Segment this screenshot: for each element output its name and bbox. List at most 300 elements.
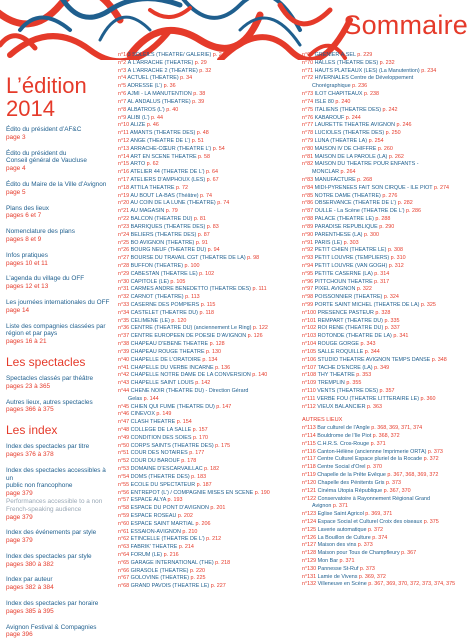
toc-entry[interactable]: [302, 365, 472, 373]
toc-entry[interactable]: [302, 232, 472, 240]
toc-column-theatres-1: [118, 52, 288, 591]
toc-entry[interactable]: [302, 255, 472, 263]
entry-venue: PETIT CHIEN (THÉÂTRE LE): [314, 247, 387, 254]
entry-page: p. 149: [154, 411, 172, 418]
toc-entry[interactable]: [118, 146, 288, 154]
toc-entry[interactable]: [118, 263, 288, 271]
toc-entry[interactable]: [302, 542, 472, 550]
entry-number: n°65: [118, 559, 131, 566]
entry-number: n°85: [302, 192, 315, 199]
toc-entry[interactable]: [302, 224, 472, 232]
toc-entry[interactable]: [118, 107, 288, 115]
entry-page: p. 74: [198, 192, 213, 199]
toc-entry[interactable]: [118, 544, 288, 552]
entry-number: n°91: [302, 239, 315, 246]
toc-entry[interactable]: [302, 52, 472, 60]
entry-venue: ÎLOT CHAPITEAUX: [314, 91, 363, 98]
toc-entry[interactable]: [302, 216, 472, 224]
entry-venue: Église Saint Agricol: [317, 511, 364, 518]
toc-entry[interactable]: [118, 60, 288, 68]
entry-page: p. 286: [404, 208, 422, 215]
entry-number: n°56: [118, 489, 131, 496]
entry-number: n°98: [302, 294, 315, 301]
toc-entry[interactable]: [302, 449, 472, 457]
left-toc-page: pages 12 et 13: [6, 283, 49, 291]
entry-venue: PIXEL AVIGNON: [314, 286, 356, 293]
toc-entry[interactable]: [118, 536, 288, 544]
entry-page: p. 111: [250, 286, 267, 293]
left-toc-label: Édito du président d’AF&C: [6, 126, 82, 133]
entry-number: n°38: [118, 341, 131, 348]
entry-page: p. 54: [211, 145, 225, 152]
toc-entry[interactable]: [118, 560, 288, 568]
toc-entry[interactable]: [302, 91, 472, 99]
entry-number: n°70: [302, 59, 315, 66]
entry-number: n°87: [302, 208, 315, 215]
entry-venue: Cinéma Utopia République: [317, 487, 383, 494]
toc-entry[interactable]: [302, 177, 472, 185]
toc-entry[interactable]: [118, 122, 288, 130]
entry-page: p. 374: [370, 534, 388, 541]
toc-entry[interactable]: [118, 505, 288, 513]
entry-venue: COUR DU BAROUF: [130, 458, 180, 465]
spectacles-title: Les spectacles: [6, 354, 86, 369]
entry-page: p. 260: [376, 145, 393, 152]
toc-entry[interactable]: [302, 380, 472, 388]
entry-venue: KABAROUF: [314, 114, 345, 121]
entry-page: p. 64: [204, 169, 219, 176]
toc-entry[interactable]: [118, 552, 288, 560]
toc-entry[interactable]: [302, 115, 472, 123]
entry-venue: ENTREPÔT (L’) / COMPAGNIE MISES EN SCÈNE: [130, 489, 254, 496]
toc-column-theatres-2: [302, 52, 472, 589]
toc-entry[interactable]: [302, 99, 472, 107]
entry-number: n°78: [302, 130, 315, 137]
left-toc-entry[interactable]: [6, 399, 114, 415]
toc-entry[interactable]: [118, 325, 288, 333]
toc-entry[interactable]: [302, 263, 472, 271]
left-toc-entry[interactable]: [6, 624, 114, 640]
entry-venue: PETITE CASERNE (LA): [314, 270, 373, 277]
toc-entry[interactable]: [302, 122, 472, 130]
entry-page: p. 51: [190, 137, 204, 144]
entry-venue: CASTELET (THÉÂTRE DU): [130, 309, 198, 316]
entry-page: p. 373: [426, 448, 443, 455]
toc-entry[interactable]: [302, 456, 472, 464]
left-toc-page: page 379: [6, 490, 33, 498]
toc-entry[interactable]: [302, 138, 472, 146]
left-toc-entry[interactable]: [6, 323, 114, 346]
entry-number: n°5: [118, 83, 128, 90]
toc-entry[interactable]: [118, 411, 288, 419]
toc-entry[interactable]: [302, 519, 472, 527]
toc-entry[interactable]: [118, 208, 288, 216]
toc-entry[interactable]: [118, 372, 288, 380]
entry-venue: COLLÈGE DE LA SALLE: [130, 427, 192, 433]
left-toc-label: Plans des lieux: [6, 204, 49, 212]
entry-venue: Lamie de Vivens: [317, 573, 358, 580]
entry-number: n°41: [118, 364, 131, 371]
entry-page: p. 375: [422, 518, 439, 525]
entry-number: n°79: [302, 137, 315, 144]
toc-entry[interactable]: [118, 200, 288, 208]
toc-entry[interactable]: [118, 529, 288, 537]
toc-entry[interactable]: [302, 107, 472, 115]
toc-entry[interactable]: [302, 388, 472, 396]
left-toc-label: Les journées internationales du OFF: [6, 298, 110, 306]
toc-entry[interactable]: [302, 574, 472, 582]
toc-entry[interactable]: [302, 318, 472, 326]
toc-entry[interactable]: [302, 68, 472, 76]
toc-entry[interactable]: [118, 130, 288, 138]
toc-entry[interactable]: [302, 294, 472, 302]
entry-venue: ESPACE ALYA: [130, 497, 167, 504]
entry-page: p. 206: [193, 520, 211, 527]
toc-entry[interactable]: [302, 535, 472, 543]
entry-number: n°30: [118, 278, 131, 285]
toc-entry[interactable]: [118, 443, 288, 451]
entry-page: p. 308: [386, 247, 403, 254]
toc-entry[interactable]: [118, 575, 288, 583]
toc-entry[interactable]: [302, 527, 472, 535]
entry-page: p. 268: [355, 177, 373, 183]
toc-entry[interactable]: [118, 232, 288, 240]
entry-venue: Maison des vins: [317, 542, 357, 549]
toc-entry[interactable]: [302, 240, 472, 248]
toc-entry[interactable]: [302, 279, 472, 287]
left-toc-page: pages 366 à 375: [6, 406, 54, 414]
entry-venue: PRÉSENCE PASTEUR: [317, 309, 374, 316]
entry-page: p. 367, 369, 370, 372, 373, 374, 375: [366, 581, 456, 588]
entry-number: n°3: [118, 67, 128, 74]
toc-entry[interactable]: [118, 490, 288, 498]
left-toc-entry[interactable]: [6, 375, 114, 391]
left-toc-entry[interactable]: [6, 126, 114, 142]
toc-entry[interactable]: [118, 193, 288, 201]
entry-number: n°103: [302, 333, 318, 340]
toc-entry[interactable]: [118, 388, 288, 396]
toc-entry[interactable]: [118, 318, 288, 326]
entry-number: n°110: [302, 387, 318, 394]
left-toc-entry[interactable]: [6, 150, 114, 173]
entry-page: p. 328: [373, 309, 391, 316]
entry-page: p. 244: [344, 114, 361, 121]
entry-number: n°45: [118, 403, 131, 410]
left-toc-entry[interactable]: [6, 467, 114, 522]
toc-entry[interactable]: [118, 583, 288, 591]
toc-entry[interactable]: [118, 474, 288, 482]
entry-page: p. 201: [208, 505, 226, 512]
entry-page: p. 178: [179, 458, 197, 465]
toc-entry[interactable]: [118, 279, 288, 287]
toc-entry[interactable]: [118, 91, 288, 99]
toc-entry[interactable]: [302, 83, 472, 91]
entry-page: p. 369, 372: [357, 573, 386, 580]
toc-entry[interactable]: [302, 325, 472, 333]
toc-entry[interactable]: [118, 380, 288, 388]
entry-number: n°20: [118, 200, 131, 207]
entry-venue: CHAPELLE SAINT LOUIS: [130, 380, 194, 387]
entry-page: p. 38: [191, 91, 206, 98]
toc-entry[interactable]: [302, 581, 472, 589]
entry-page: p. 187: [195, 481, 212, 488]
entry-number: n°59: [118, 512, 131, 519]
toc-entry[interactable]: [118, 271, 288, 279]
toc-entry[interactable]: [302, 75, 472, 83]
toc-entry[interactable]: [118, 404, 288, 412]
toc-entry[interactable]: [118, 115, 288, 123]
entry-venue: À L’ARRACHE (THÉÂTRE): [127, 59, 194, 66]
toc-entry[interactable]: [118, 365, 288, 373]
toc-entry[interactable]: [118, 52, 288, 60]
toc-entry[interactable]: [118, 310, 288, 318]
entry-page: p. 100: [183, 262, 200, 269]
toc-entry[interactable]: [302, 396, 472, 404]
entry-number: n°46: [118, 411, 131, 418]
entry-page: p. 67: [205, 177, 219, 183]
entry-number: n°53: [118, 466, 131, 473]
toc-entry[interactable]: [118, 427, 288, 435]
toc-entry[interactable]: [302, 357, 472, 365]
entry-venue: Espace Social et Culturel Croix des oiseaux: [317, 518, 423, 525]
toc-entry[interactable]: [118, 286, 288, 294]
toc-entry[interactable]: [118, 349, 288, 357]
entry-venue: TREMPLIN: [317, 380, 345, 387]
entry-venue: BOURSE DU TRAVAIL CGT (THÉÂTRE DE LA): [130, 255, 246, 262]
entry-venue: PORTE SAINT MICHEL (THÉÂTRE DE LA): [314, 302, 420, 308]
entry-venue: AU COIN DE LA LUNE (THÉÂTRE): [130, 200, 216, 207]
toc-entry[interactable]: [302, 310, 472, 318]
left-toc-entry[interactable]: [6, 275, 114, 291]
toc-entry[interactable]: [118, 177, 288, 185]
left-toc-label: Index par auteur: [6, 576, 53, 584]
toc-entry[interactable]: [118, 68, 288, 76]
left-toc-entry[interactable]: [6, 252, 114, 268]
left-toc-entry[interactable]: [6, 576, 114, 592]
entry-venue: REMPART (THÉÂTRE DU): [317, 317, 383, 324]
toc-entry[interactable]: [118, 521, 288, 529]
toc-entry[interactable]: [302, 286, 472, 294]
entry-venue: HALLES (THÉÂTRE DES): [314, 59, 379, 66]
entry-venue: ALIBI (L’): [127, 114, 150, 121]
entry-number: n°111: [302, 395, 317, 402]
toc-entry[interactable]: [118, 513, 288, 521]
toc-entry[interactable]: [302, 154, 472, 162]
entry-venue: ALBATROS (L’): [127, 106, 165, 113]
entry-venue: DOMS (THÉÂTRE DES): [130, 473, 190, 480]
toc-entry[interactable]: [118, 99, 288, 107]
toc-entry[interactable]: [302, 511, 472, 519]
entry-venue: Canton-Hélène (anciennne Imprimerie ORTA): [317, 448, 427, 455]
left-toc-entry[interactable]: [6, 205, 114, 221]
toc-entry[interactable]: [302, 193, 472, 201]
left-toc-entry[interactable]: [6, 299, 114, 315]
entry-number: n°51: [118, 450, 131, 457]
left-toc-entry[interactable]: [6, 553, 114, 569]
toc-entry[interactable]: [302, 472, 472, 480]
entry-page: p. 367, 370: [382, 487, 411, 494]
toc-entry[interactable]: [302, 333, 472, 341]
autres-lieux-heading: AUTRES LIEUX: [302, 417, 343, 424]
left-toc-label: public non francophone: [6, 482, 73, 490]
toc-entry[interactable]: [118, 435, 288, 443]
toc-entry[interactable]: [118, 396, 288, 404]
entry-venue: LAURETTE THÉÂTRE AVIGNON: [314, 122, 396, 129]
toc-entry[interactable]: [118, 357, 288, 365]
toc-entry[interactable]: [302, 247, 472, 255]
toc-entry[interactable]: [302, 146, 472, 154]
toc-entry[interactable]: [118, 458, 288, 466]
entry-page: p. 34: [178, 75, 193, 82]
entry-page: p. 120: [169, 317, 187, 324]
left-toc-label: Index des spectacles par titre: [6, 443, 90, 451]
toc-entry[interactable]: [118, 169, 288, 177]
entry-page: p. 115: [199, 302, 216, 308]
toc-entry[interactable]: [118, 138, 288, 146]
entry-page: p. 113: [183, 294, 200, 301]
toc-entry[interactable]: [302, 488, 472, 496]
entry-page: p. 144: [142, 395, 159, 402]
entry-venue: FABRIK’ THÉÂTRE: [130, 544, 178, 551]
entry-venue: NOTRE DAME (THÉÂTRE): [314, 192, 381, 199]
entry-number: n°60: [118, 520, 131, 527]
entry-venue: AL ANDALUS (THÉÂTRE): [127, 98, 191, 105]
entry-number: n°35: [118, 317, 131, 324]
left-toc-label: Index des spectacles par style: [6, 552, 92, 560]
left-toc-label: Index des événements par style: [6, 529, 97, 537]
toc-entry[interactable]: [302, 302, 472, 310]
toc-entry[interactable]: [118, 466, 288, 474]
toc-entry[interactable]: [302, 480, 472, 488]
toc-entry[interactable]: [302, 464, 472, 472]
entry-page: p. 371: [369, 440, 386, 447]
entry-page: p. 58: [196, 153, 211, 160]
entry-number: n°58: [118, 505, 131, 512]
entry-page: p. 210: [180, 528, 198, 535]
left-toc-label: L’agenda du village du OFF: [6, 275, 85, 283]
toc-entry[interactable]: [302, 550, 472, 558]
toc-entry[interactable]: [302, 496, 472, 504]
toc-entry[interactable]: [302, 433, 472, 441]
entry-number: n°121: [302, 487, 318, 494]
toc-entry[interactable]: [302, 161, 472, 169]
left-toc-entry[interactable]: [6, 529, 114, 545]
toc-entry[interactable]: [302, 425, 472, 433]
toc-entry[interactable]: [118, 482, 288, 490]
toc-entry[interactable]: [118, 333, 288, 341]
toc-entry[interactable]: [118, 161, 288, 169]
toc-entry[interactable]: [302, 503, 472, 511]
left-toc-entry[interactable]: [6, 600, 114, 616]
entry-venue: GRENIER À SEL: [314, 52, 356, 58]
toc-entry[interactable]: [118, 450, 288, 458]
entry-venue: AJMI - LA MANUTENTION: [127, 91, 192, 98]
toc-entry[interactable]: [118, 294, 288, 302]
entry-venue: LUNA (THÉÂTRE LA): [314, 137, 368, 144]
entry-page: p. 373: [358, 565, 375, 572]
left-toc-entry[interactable]: [6, 181, 114, 197]
entry-venue: Chapelle des Pénitents Gris: [317, 479, 385, 486]
toc-entry[interactable]: [302, 185, 472, 193]
toc-entry[interactable]: [118, 341, 288, 349]
toc-entry[interactable]: [118, 185, 288, 193]
toc-entry[interactable]: [302, 208, 472, 216]
left-toc-page: page 396: [6, 631, 33, 639]
toc-entry[interactable]: [302, 130, 472, 138]
left-toc-entry[interactable]: [6, 228, 114, 244]
entry-number: n°72: [302, 75, 315, 82]
entry-venue: Conservatoire à Rayonnement Régional Grand: [317, 495, 431, 502]
toc-entry[interactable]: [302, 566, 472, 574]
entry-venue: CHIEN QUI FUME (THÉÂTRE DU): [130, 403, 215, 410]
toc-entry[interactable]: [118, 154, 288, 162]
entry-page: p. 368, 369, 371, 374: [369, 425, 423, 432]
entry-number: n°95: [302, 270, 315, 277]
toc-entry[interactable]: [118, 497, 288, 505]
entry-page: p. 46: [145, 122, 159, 129]
entry-number: n°90: [302, 231, 315, 238]
entry-page: p. 373: [356, 542, 373, 549]
entry-page: p. 372: [422, 456, 439, 463]
toc-entry[interactable]: [118, 75, 288, 83]
toc-entry[interactable]: [118, 247, 288, 255]
entry-page: p. 216: [162, 552, 179, 558]
toc-entry[interactable]: [118, 255, 288, 263]
entry-page: p. 360: [419, 395, 436, 402]
toc-entry[interactable]: [302, 60, 472, 68]
entry-venue: Bouldrome de l’Île Piot: [317, 433, 372, 439]
entry-venue: CINÉVOX: [130, 411, 155, 418]
entry-number: n°131: [302, 573, 318, 580]
entry-page: p. 335: [382, 317, 400, 324]
entry-page: p. 288: [373, 216, 391, 223]
entry-page: p. 122: [251, 325, 268, 332]
left-toc-page: pages 23 à 365: [6, 382, 51, 390]
entry-number: n°62: [118, 536, 131, 543]
toc-entry[interactable]: [302, 404, 472, 412]
toc-entry[interactable]: [118, 419, 288, 427]
entry-number: n°116: [302, 448, 318, 455]
toc-entry[interactable]: [302, 372, 472, 380]
toc-entry[interactable]: [302, 200, 472, 208]
entry-venue: ESPACE ROSEAU: [130, 512, 177, 519]
entry-number: n°115: [302, 440, 318, 447]
entry-number: n°47: [118, 419, 131, 426]
toc-entry[interactable]: [302, 169, 472, 177]
entry-venue: ROI RENÉ (THÉÂTRE DU): [317, 325, 384, 332]
toc-entry[interactable]: [118, 568, 288, 576]
toc-entry[interactable]: [118, 224, 288, 232]
toc-entry[interactable]: [118, 216, 288, 224]
toc-entry[interactable]: [118, 240, 288, 248]
toc-entry[interactable]: [302, 558, 472, 566]
toc-entry[interactable]: [118, 83, 288, 91]
entry-page: p. 142: [193, 380, 211, 387]
entry-number: n°13: [118, 145, 131, 152]
toc-entry[interactable]: [302, 349, 472, 357]
entry-page: p. 310: [389, 255, 406, 262]
entry-venue: COUR DES NOTAIRES: [130, 450, 188, 457]
entry-page: p. 140: [250, 372, 268, 379]
toc-entry[interactable]: [118, 302, 288, 310]
entry-venue: CHAPELLE NOTRE DAME DE LA CONVERSION: [130, 372, 251, 379]
toc-entry[interactable]: [302, 341, 472, 349]
toc-entry[interactable]: [302, 271, 472, 279]
entry-page: p. 242: [381, 106, 398, 113]
entry-number: n°31: [118, 286, 131, 293]
left-toc-entry[interactable]: [6, 443, 114, 459]
toc-entry[interactable]: [302, 441, 472, 449]
